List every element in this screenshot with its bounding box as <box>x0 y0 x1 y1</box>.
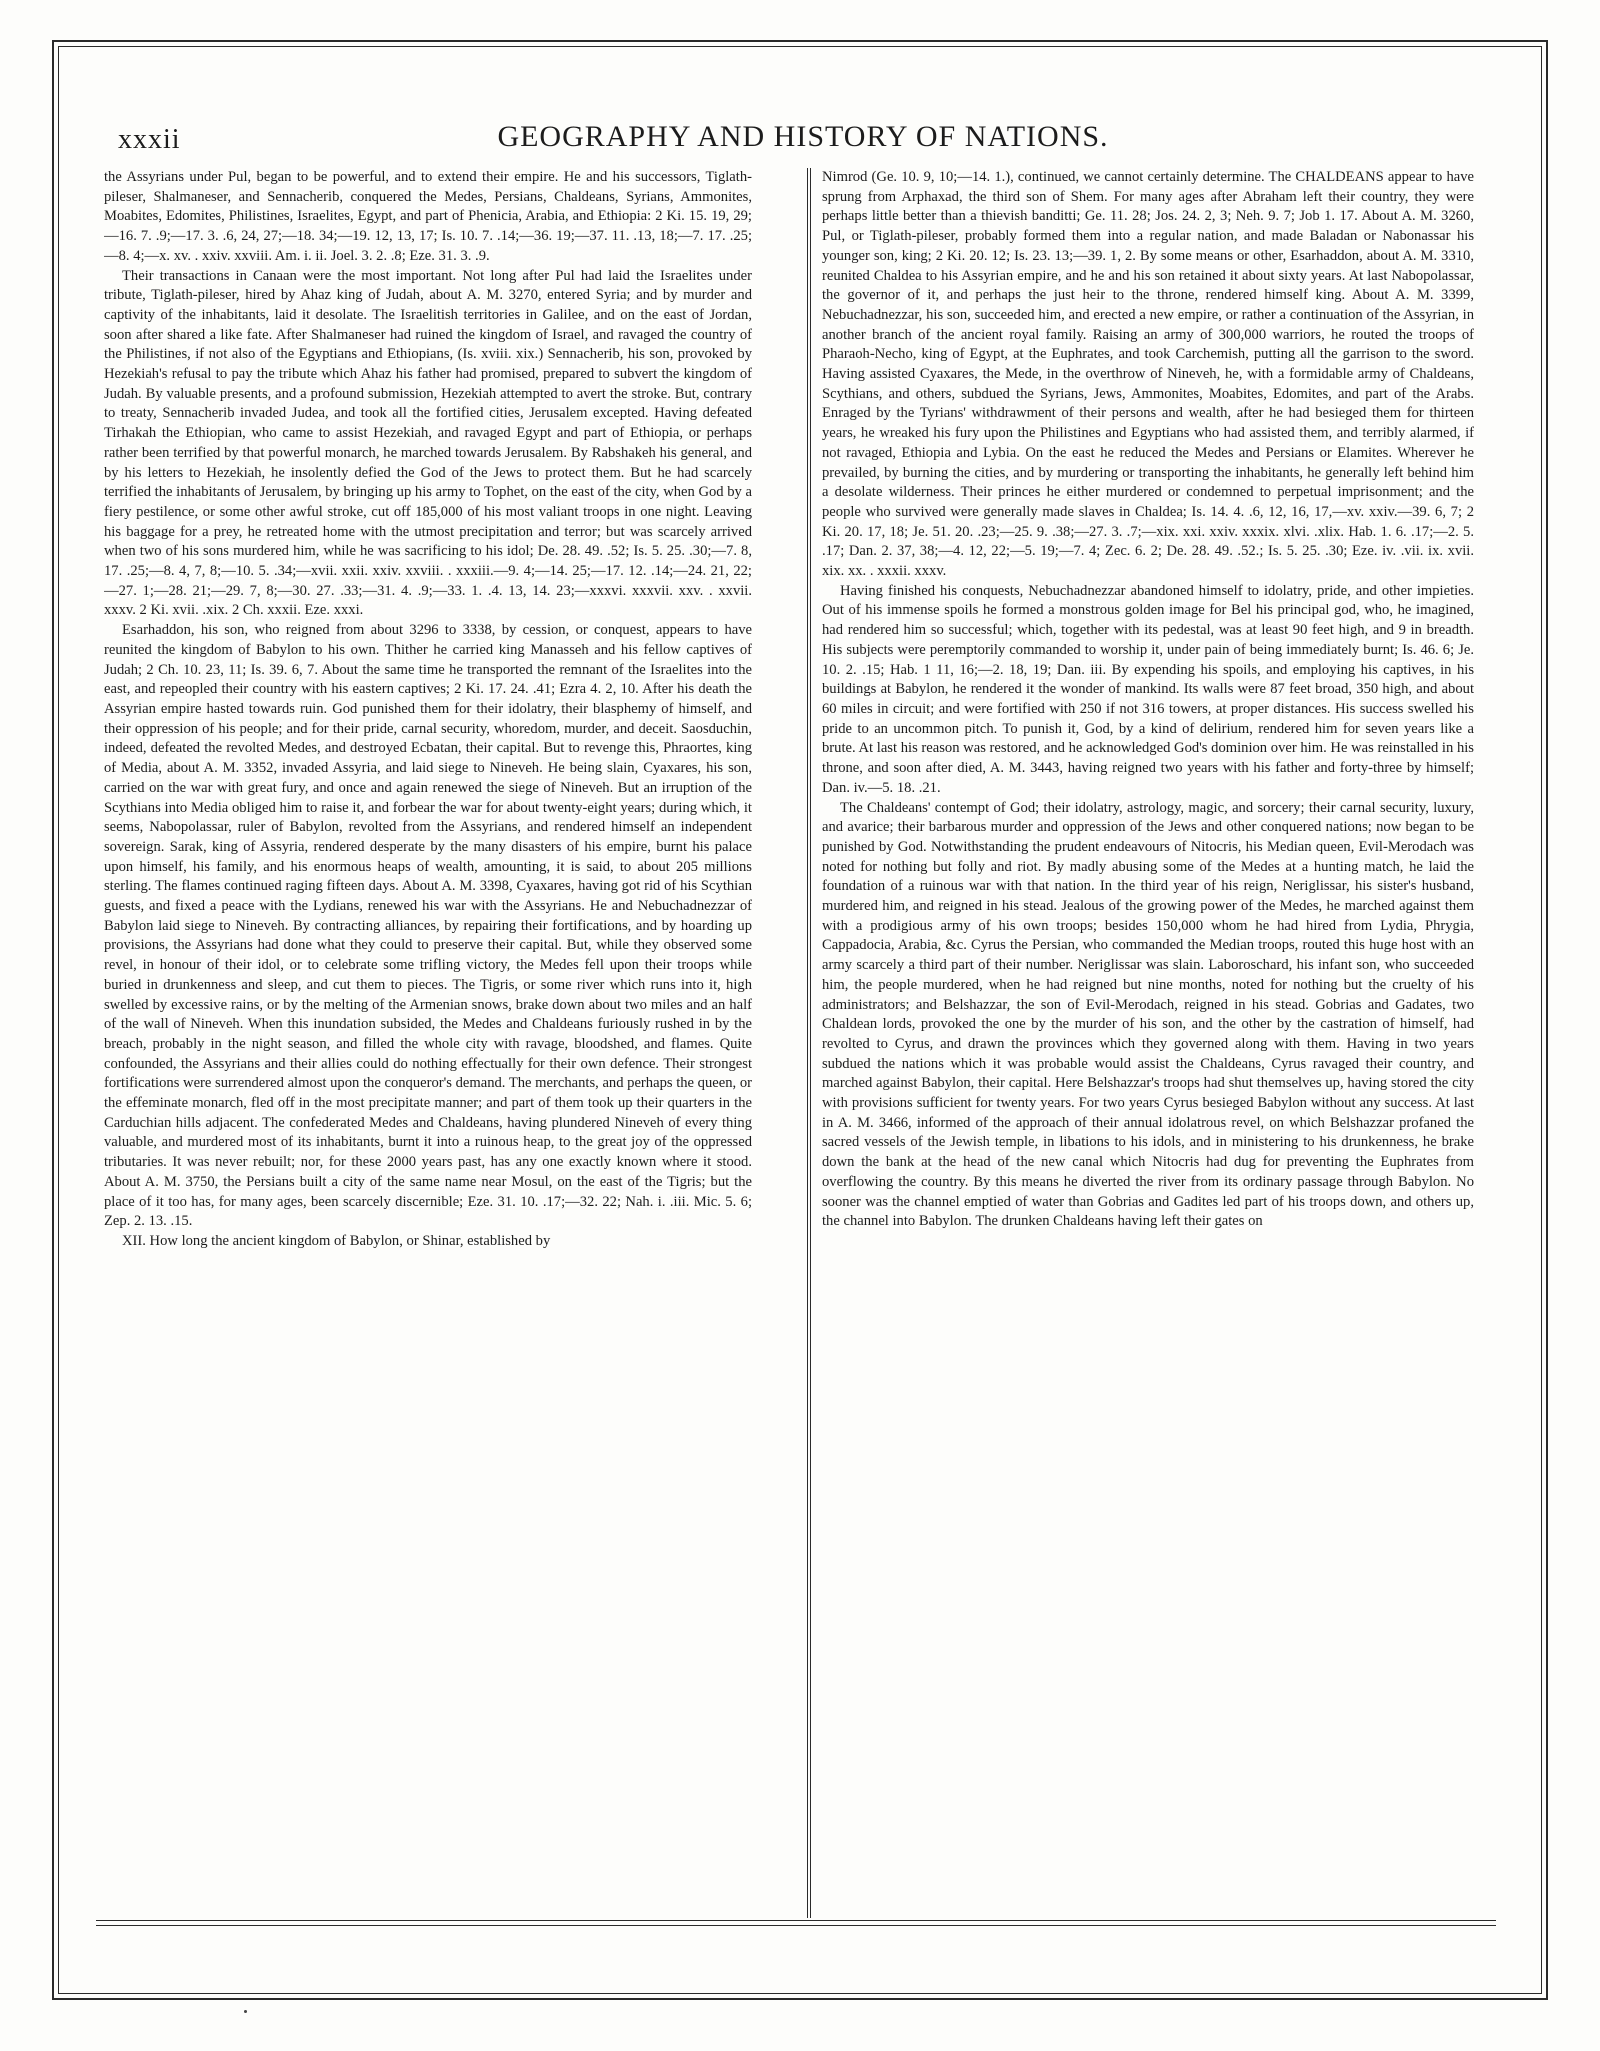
ink-mark <box>244 2010 247 2013</box>
left-column-paragraph: the Assyrians under Pul, began to be powerful, and to extend their empire. He and his successors, Tiglath-pileser, Shalmaneser, and Sennacherib, conquered the Medes, Persians, Chaldeans, Syrians, Ammonites, Moabites, Edomites, Philistines, Israelites, Egypt, and part of Phenicia, Arabia, and Ethiopia: 2 Ki. 15. 19, 29;—16. 7. .9;—17. 3. .6, 24, 27;—18. 34;—19. 12, 13, 17; Is. 10. 7. .14;—36. 19;—37. 11. .13, 18;—7. 17. .25;—8. 4;—x. xv. . xxiv. xxviii. Am. i. ii. Joel. 3. 2. .8; Eze. 31. 3. .9. <box>104 169 752 264</box>
right-column-paragraph: Having finished his conquests, Nebuchadnezzar abandoned himself to idolatry, pride, and other impieties. Out of his immense spoils he formed a monstrous golden image for Bel his principal god, who, he imagined, had rendered him so successful; which, together with its pedestal, was at least 90 feet high, and 9 in breadth. His subjects were peremptorily commanded to worship it, under pain of being immediately burnt; Is. 46. 6; Je. 10. 2. .15; Hab. 1 11, 16;—2. 18, 19; Dan. iii. By expending his spoils, and employing his captives, in his buildings at Babylon, he rendered it the wonder of mankind. Its walls were 87 feet broad, 350 high, and about 60 miles in circuit; and were fortified with 250 if not 316 towers, at proper distances. His success swelled his pride to an uncommon pitch. To punish it, God, by a kind of delirium, rendered him for seven years like a brute. At last his reason was restored, and he acknowledged God's dominion over him. He was reinstalled in his throne, and soon after died, A. M. 3443, having reigned two years with his father and forty-three by himself; Dan. iv.—5. 18. .21. <box>822 582 1474 796</box>
right-column-paragraph: Nimrod (Ge. 10. 9, 10;—14. 1.), continued, we cannot certainly determine. The CHALDEANS appear to have sprung from Arphaxad, the third son of Shem. For many ages after Abraham left their country, they were perhaps little better than a thievish banditti; Ge. 11. 28; Jos. 24. 2, 3; Neh. 9. 7; Job 1. 17. About A. M. 3260, Pul, or Tiglath-pileser, probably formed them into a regular nation, and made Baladan or Nabonassar his younger son, king; 2 Ki. 20. 12; Is. 23. 13;—39. 1, 2. By some means or other, Esarhaddon, about A. M. 3310, reunited Chaldea to his Assyrian empire, and he and his son retained it about sixty years. At last Nabopolassar, the governor of it, and perhaps the just heir to the throne, rendered himself king. About A. M. 3399, Nebuchadnezzar, his son, succeeded him, and erected a new empire, or rather a continuation of the Assyrian, in another branch of the ancient royal family. Raising an army of 300,000 warriors, he routed the troops of Pharaoh-Necho, king of Egypt, at the Euphrates, and took Carchemish, putting all the garrison to the sword. Having assisted Cyaxares, the Mede, in the overthrow of Nineveh, he, with a formidable army of Chaldeans, Scythians, and others, subdued the Syrians, Jews, Ammonites, Moabites, Edomites, and part of the Arabs. Enraged by the Tyrians' withdrawment of their persons and wealth, after he had besieged them for thirteen years, he wreaked his fury upon the Philistines and Egyptians who had assisted them, and terribly alarmed, if not ravaged, Ethiopia and Lybia. On the east he reduced the Medes and Persians or Elamites. Wherever he prevailed, by burning the cities, and by murdering or transporting the inhabitants, he generally left behind him a desolate wilderness. Their princes he either murdered or condemned to perpetual imprisonment; and the people who survived were generally made slaves in Chaldea; Is. 14. 4. .6, 12, 16, 17,—xv. xxiv.—39. 6, 7; 2 Ki. 20. 17, 18; Je. 51. 20. .23;—25. 9. .38;—27. 3. .7;—xix. xxi. xxiv. xxxix. xlvi. .xlix. Hab. 1. 6. .17;—2. 5. .17; Dan. 2. 37, 38;—4. 12, 22;—5. 19;—7. 4; Zec. 6. 2; De. 28. 49. .52.; Is. 5. 25. .30; Eze. iv. .vii. ix. xvii. xix. xx. . xxxii. xxxv. <box>822 169 1474 580</box>
bottom-rule-double <box>96 1925 1496 1926</box>
column-divider <box>807 168 811 1918</box>
bottom-rule <box>96 1920 1496 1921</box>
right-column <box>822 168 1474 1918</box>
right-column-paragraph: The Chaldeans' contempt of God; their idolatry, astrology, magic, and sorcery; their carnal security, luxury, and avarice; their barbarous murder and oppression of the Jews and other conquered nations; now began to be punished by God. Notwithstanding the prudent endeavours of Nitocris, his Median queen, Evil-Merodach was noted for nothing but folly and riot. By madly abusing some of the Medes at a hunting match, he laid the foundation of a ruinous war with that nation. In the third year of his reign, Neriglissar, his sister's husband, murdered him, and reigned in his stead. Jealous of the growing power of the Medes, he marched against them with a prodigious army of his own troops; besides 150,000 whom he had hired from Lydia, Phrygia, Cappadocia, Arabia, &c. Cyrus the Persian, who commanded the Median troops, routed this huge host with an army scarcely a third part of their number. Neriglissar was slain. Laboroschard, his infant son, who succeeded him, the people murdered, when he had reigned but nine months, noted for nothing but the cruelty of his administrators; and Belshazzar, the son of Evil-Merodach, reigned in his stead. Gobrias and Gadates, two Chaldean lords, provoked the one by the murder of his son, and the other by the castration of himself, had revolted to Cyrus, and drawn the provinces which they governed along with them. Having in two years subdued the nations which it was probable would assist the Chaldeans, Cyrus ravaged their country, and marched against Babylon, their capital. Here Belshazzar's troops had shut themselves up, having stored the city with provisions sufficient for twenty years. For two years Cyrus besieged Babylon without any success. At last in A. M. 3466, informed of the approach of their annual idolatrous revel, on which Belshazzar profaned the sacred vessels of the Jewish temple, in libations to his idols, and in ministering to his drunkenness, he brake down the bank at the head of the new canal which Nitocris had dug for preventing the Euphrates from overflowing the country. By this means he diverted the river from its ordinary passage through Babylon. No sooner was the channel emptied of water than Gobrias and Gadites led part of his troops down, and others up, the channel into Babylon. The drunken Chaldeans having left their gates on <box>822 799 1474 1230</box>
page-number: xxxii <box>118 124 181 155</box>
page-header <box>118 120 1488 164</box>
left-column <box>104 168 752 1918</box>
running-title: GEOGRAPHY AND HISTORY OF NATIONS. <box>497 120 1109 153</box>
left-column-paragraph: XII. How long the ancient kingdom of Babylon, or Shinar, established by <box>122 1232 551 1249</box>
left-column-paragraph: Their transactions in Canaan were the most important. Not long after Pul had laid the Israelites under tribute, Tiglath-pileser, hired by Ahaz king of Judah, about A. M. 3270, entered Syria; and by murder and captivity of the inhabitants, laid it desolate. The Israelitish territories in Galilee, and on the east of Jordan, soon after shared a like fate. After Shalmaneser had ruined the kingdom of Israel, and ravaged the country of the Philistines, if not also of the Egyptians and Ethiopians, (Is. xviii. xix.) Sennacherib, his son, provoked by Hezekiah's refusal to pay the tribute which Ahaz his father had promised, prepared to subvert the kingdom of Judah. By valuable presents, and a profound submission, Hezekiah attempted to avert the stroke. But, contrary to treaty, Sennacherib invaded Judea, and took all the fortified cities, Jerusalem excepted. Having defeated Tirhakah the Ethiopian, who came to assist Hezekiah, and ravaged Egypt and part of Ethiopia, or perhaps rather been terrified by that powerful monarch, he marched towards Jerusalem. By Rabshakeh his general, and by his letters to Hezekiah, he insolently defied the God of the Jews to protect them. But he had scarcely terrified the inhabitants of Jerusalem, by bringing up his army to Tophet, on the east of the city, when God by a fiery pestilence, or some other awful stroke, cut off 185,000 of his most valiant troops in one night. Leaving his baggage for a prey, he retreated home with the utmost precipitation and terror; but was scarcely arrived when two of his sons murdered him, while he was sacrificing to his idol; De. 28. 49. .52; Is. 5. 25. .30;—7. 8, 17. .25;—8. 4, 7, 8;—10. 5. .34;—xvii. xxii. xxiv. xxviii. . xxxiii.—9. 4;—14. 25;—17. 12. .14;—24. 21, 22;—27. 1;—28. 21;—29. 7, 8;—30. 27. .33;—31. 4. .9;—33. 1. .4. 13, 14. 23;—xxxvi. xxxvii. xxv. . xxvii. xxxv. 2 Ki. xvii. .xix. 2 Ch. xxxii. Eze. xxxi. <box>104 267 752 619</box>
left-column-paragraph: Esarhaddon, his son, who reigned from about 3296 to 3338, by cession, or conquest, appears to have reunited the kingdom of Babylon to his own. Thither he carried king Manasseh and his fellow captives of Judah; 2 Ch. 10. 23, 11; Is. 39. 6, 7. About the same time he transported the remnant of the Israelites into the east, and repeopled their country with his eastern captives; 2 Ki. 17. 24. .41; Ezra 4. 2, 10. After his death the Assyrian empire hasted towards ruin. God punished them for their idolatry, their blasphemy of himself, and their oppression of his people; and for their pride, carnal security, whoredom, murder, and deceit. Saosduchin, indeed, defeated the revolted Medes, and destroyed Ecbatan, their capital. But to revenge this, Phraortes, king of Media, about A. M. 3352, invaded Assyria, and laid siege to Nineveh. He being slain, Cyaxares, his son, carried on the war with great fury, and once and again renewed the siege of Nineveh. But an irruption of the Scythians into Media obliged him to raise it, and forbear the war for about twenty-eight years; during which, it seems, Nabopolassar, ruler of Babylon, revolted from the Assyrians, and rendered himself an independent sovereign. Sarak, king of Assyria, rendered desperate by the many disasters of his empire, burnt his palace upon himself, his family, and his enormous heaps of wealth, amounting, it is said, to about 205 millions sterling. The flames continued raging fifteen days. About A. M. 3398, Cyaxares, having got rid of his Scythian guests, and fixed a peace with the Lydians, renewed his war with the Assyrians. He and Nebuchadnezzar of Babylon laid siege to Nineveh. By contracting alliances, by repairing their fortifications, and by hoarding up provisions, the Assyrians had done what they could to preserve their capital. But, while they observed some revel, in honour of their idol, or to celebrate some trifling victory, the Medes fell upon their troops while buried in drunkenness and sleep, and cut them to pieces. The Tigris, or some river which runs into it, high swelled by excessive rains, or by the melting of the Armenian snows, brake down about two miles and an half of the wall of Nineveh. When this inundation subsided, the Medes and Chaldeans furiously rushed in by the breach, probably in the night season, and filled the whole city with ravage, bloodshed, and flames. Quite confounded, the Assyrians and their allies could do nothing effectually for their own defence. Their strongest fortifications were surrendered almost upon the conqueror's demand. The merchants, and perhaps the queen, or the effeminate monarch, fled off in the most precipitate manner; and part of them took up their quarters in the Carduchian hills adjacent. The confederated Medes and Chaldeans, having plundered Nineveh of every thing valuable, and murdered most of its inhabitants, burnt it into a ruinous heap, to the great joy of the oppressed tributaries. It was never rebuilt; nor, for these 2000 years past, has any one exactly known where it stood. About A. M. 3750, the Persians built a city of the same name near Mosul, on the east of the Tigris; but the place of it too has, for many ages, been scarcely discernible; Eze. 31. 10. .17;—32. 22; Nah. i. .iii. Mic. 5. 6; Zep. 2. 13. .15. <box>104 622 752 1230</box>
